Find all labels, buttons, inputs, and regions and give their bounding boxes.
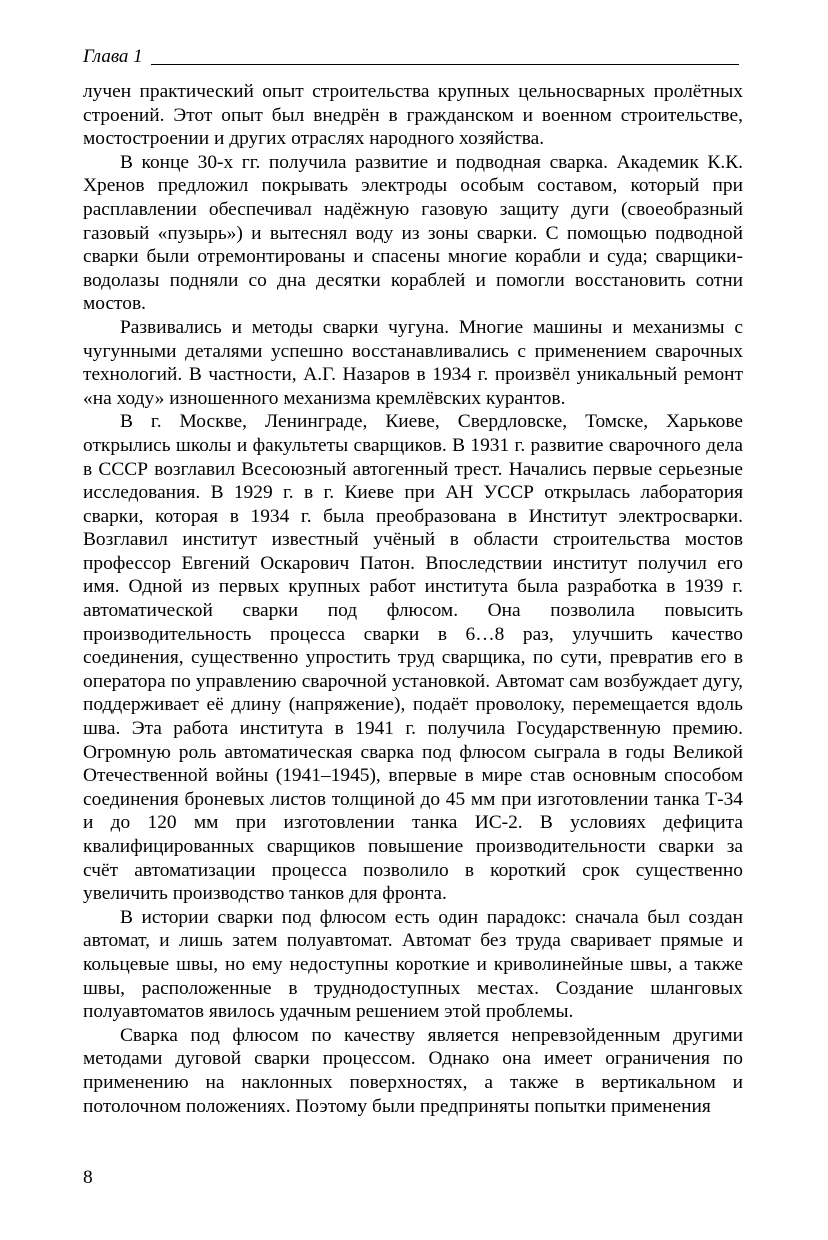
paragraph-welding-schools: В г. Москве, Ленинграде, Киеве, Свердловске, Томске, Харькове открылись школы и факультеты сварщиков. В 1931 г. развитие сварочного дела в СССР возглавил Всесоюзный автогенный трест. Начались первые серьезные исследования. В 1929 г. в г. Киеве при АН УССР открылась лаборатория сварки, которая в 1934 г. была преобразована в Институт электросварки. Возглавил институт известный учёный в области строительства мостов профессор Евгений Оскарович Патон. Впоследствии институт получил его имя. Одной из первых крупных работ института была разработка в 1939 г. автоматической сварки под флюсом. Она позволила повысить производительность процесса сварки в 6…8 раз, улучшить качество соединения, существенно упростить труд сварщика, по сути, превратив его в оператора по управлению сварочной установкой. Автомат сам возбуждает дугу, поддерживает её длину (напряжение), подаёт проволоку, перемещается вдоль шва. Эта работа института в 1941 г. получила Государственную премию. Огромную роль автоматическая сварка под флюсом сыграла в годы Великой Отечественной войны (1941–1945), впервые в мире став основным способом соединения броневых листов толщиной до 45 мм при изготовлении танка Т-34 и до 120 мм при изготовлении танка ИС-2. В условиях дефицита квалифицированных сварщиков повышение производительности сварки за счёт автоматизации процесса позволило в короткий срок существенно увеличить производство танков для фронта. bbox=[83, 411, 743, 905]
paragraph-flux-paradox: В истории сварки под флюсом есть один парадокс: сначала был создан автомат, и лишь затем полуавтомат. Автомат без труда сваривает прямые и кольцевые швы, но ему недоступны короткие и криволинейные швы, а также швы, расположенные в труднодоступных местах. Создание шланговых полуавтоматов явилось удачным решением этой проблемы. bbox=[83, 906, 743, 1023]
paragraph-underwater-welding: В конце 30-х гг. получила развитие и подводная сварка. Академик К.К. Хренов предложил покрывать электроды особым составом, который при расплавлении обеспечивал надёжную газовую защиту дуги (своеобразный газовый «пузырь») и вытеснял воду из зоны сварки. С помощью подводной сварки были отремонтированы и спасены многие корабли и суда; сварщики-водолазы подняли со дна десятки кораблей и помогли восстановить сотни мостов. bbox=[83, 151, 743, 315]
chapter-title: Глава 1 bbox=[83, 46, 143, 67]
page-number: 8 bbox=[83, 1167, 93, 1188]
paragraph-flux-limitations: Сварка под флюсом по качеству является непревзойденным другими методами дуговой сварки процессом. Однако она имеет ограничения по применению на наклонных поверхностях, а также в вертикальном и потолочном положениях. Поэтому были предприняты попытки применения bbox=[83, 1024, 743, 1117]
paragraph-continuation: лучен практический опыт строительства крупных цельносварных пролётных строений. Этот опыт был внедрён в гражданском и военном строительстве, мостостроении и других отраслях народного хозяйства. bbox=[83, 81, 743, 150]
running-header bbox=[83, 46, 739, 68]
paragraph-cast-iron-welding: Развивались и методы сварки чугуна. Многие машины и механизмы с чугунными деталями успешно восстанавливались с применением сварочных технологий. В частности, А.Г. Назаров в 1934 г. произвёл уникальный ремонт «на ходу» изношенного механизма кремлёвских курантов. bbox=[83, 316, 743, 409]
header-rule bbox=[151, 64, 739, 65]
body-text bbox=[83, 80, 743, 1118]
